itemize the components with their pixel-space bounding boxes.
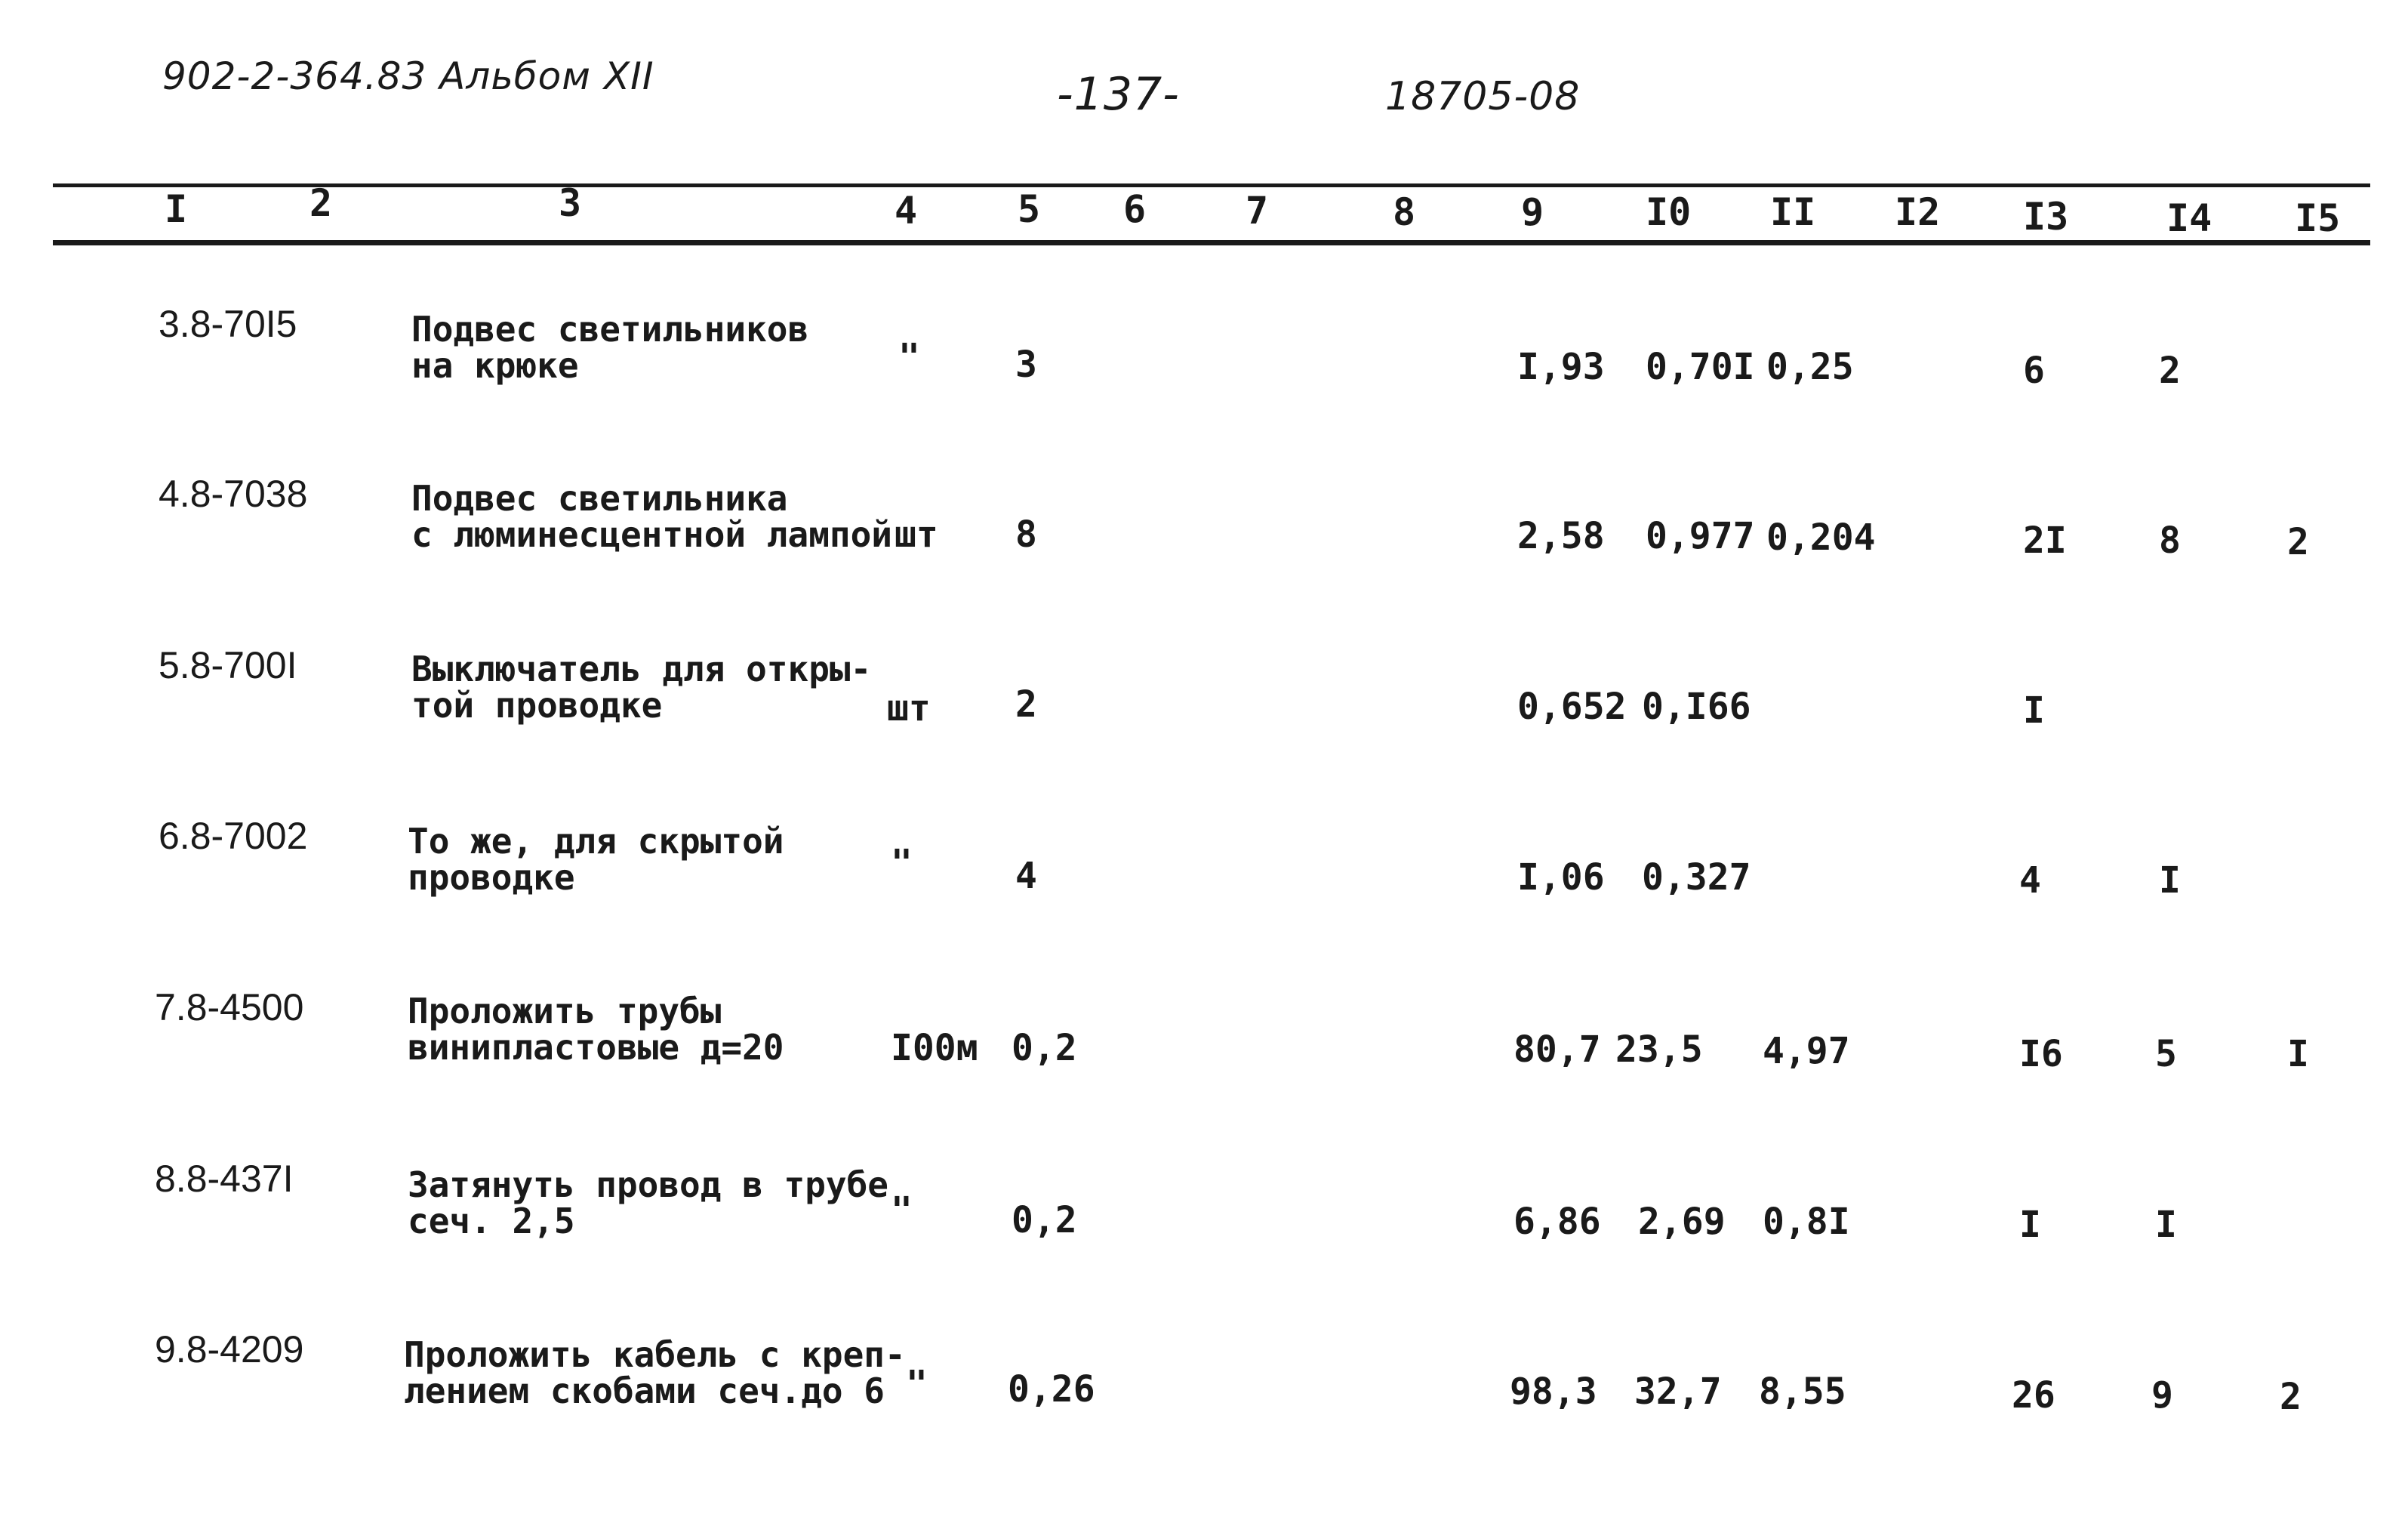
row-col10: 0,977 [1646, 515, 1755, 557]
description-line: Выключатель для откры- [411, 649, 872, 689]
row-col14: I [2155, 1204, 2177, 1246]
row-code: 5.8-700I [159, 644, 297, 686]
description-line: Проложить трубы [408, 991, 722, 1031]
row-quantity: 0,2 [1012, 1027, 1077, 1069]
column-number: I [165, 187, 188, 231]
row-description [408, 823, 784, 896]
column-number: 9 [1521, 190, 1544, 234]
description-line: лением скобами сеч.до 6 [404, 1371, 885, 1411]
column-number: I3 [2023, 195, 2069, 239]
row-col13: 2I [2023, 520, 2067, 562]
row-unit: шт [895, 513, 938, 556]
column-number: I4 [2166, 196, 2212, 240]
description-line: на крюке [411, 345, 579, 386]
row-unit: шт [887, 687, 931, 729]
column-number: 3 [559, 181, 582, 225]
row-col13: 6 [2023, 350, 2045, 392]
row-col9: 6,86 [1513, 1201, 1601, 1243]
row-unit: I00м [891, 1027, 978, 1069]
row-col11: 0,25 [1766, 346, 1854, 388]
row-col13: I [2023, 689, 2045, 732]
column-number: 5 [1018, 187, 1041, 231]
row-quantity: 4 [1015, 855, 1037, 897]
row-quantity: 8 [1015, 513, 1037, 556]
row-col10: 23,5 [1615, 1028, 1703, 1071]
description-line: Затянуть провод в трубе [408, 1164, 888, 1205]
row-unit: " [891, 1189, 913, 1232]
row-code: 4.8-7038 [159, 473, 308, 515]
row-description [411, 311, 808, 384]
description-line: с люминесцентной лампой [411, 514, 892, 555]
row-col11: 0,204 [1766, 516, 1876, 559]
row-unit: " [891, 842, 913, 884]
row-code: 9.8-4209 [155, 1328, 304, 1371]
row-col11: 8,55 [1759, 1371, 1846, 1413]
stamp-number: 18705-08 [1385, 74, 1581, 119]
row-unit: " [906, 1363, 928, 1405]
row-col10: 2,69 [1638, 1201, 1726, 1243]
description-line: Проложить кабель с креп- [404, 1334, 906, 1375]
row-code: 6.8-7002 [159, 815, 308, 857]
row-quantity: 3 [1015, 344, 1037, 386]
page-number: -137- [1057, 68, 1180, 121]
row-col14: 2 [2159, 350, 2181, 392]
column-number: I5 [2295, 196, 2341, 240]
description-line: То же, для скрытой [408, 821, 784, 862]
description-line: той проводке [411, 685, 663, 726]
description-line: Подвес светильника [411, 478, 788, 519]
row-col9: 2,58 [1517, 515, 1605, 557]
row-description [404, 1334, 906, 1411]
row-quantity: 2 [1015, 683, 1037, 726]
row-col13: 26 [2012, 1374, 2055, 1417]
row-col14: 8 [2159, 520, 2181, 562]
row-description [411, 649, 872, 726]
description-line: сеч. 2,5 [408, 1201, 575, 1241]
row-col10: 32,7 [1634, 1371, 1722, 1413]
column-number: II [1770, 190, 1816, 234]
row-col14: I [2159, 859, 2181, 902]
column-number: I0 [1646, 190, 1692, 234]
row-col14: 5 [2155, 1033, 2177, 1075]
row-description [408, 991, 784, 1068]
row-col9: I,06 [1517, 856, 1605, 899]
row-col11: 4,97 [1763, 1030, 1850, 1072]
column-number: 8 [1393, 190, 1416, 234]
row-code: 7.8-4500 [155, 986, 304, 1028]
row-col11: 0,8I [1763, 1201, 1850, 1243]
row-col10: 0,70I [1646, 346, 1755, 388]
row-col10: 0,327 [1642, 856, 1751, 899]
row-quantity: 0,2 [1012, 1199, 1077, 1241]
row-col14: 9 [2151, 1374, 2173, 1417]
row-code: 8.8-437I [155, 1158, 294, 1200]
row-description [408, 1164, 888, 1241]
row-col13: 4 [2019, 859, 2041, 902]
description-line: винипластовые д=20 [408, 1027, 784, 1068]
row-col15: I [2287, 1033, 2309, 1075]
column-number: 7 [1246, 189, 1269, 233]
table-top-rule [53, 183, 2370, 187]
row-col13: I [2019, 1204, 2041, 1246]
row-code: 3.8-70I5 [159, 303, 297, 345]
document-code: 902-2-364.83 Альбом XII [162, 54, 654, 98]
column-number: I2 [1895, 190, 1941, 234]
column-number: 2 [309, 181, 333, 225]
column-number: 4 [895, 189, 918, 233]
description-line: Подвес светильников [411, 309, 809, 350]
table-header-rule [53, 240, 2370, 245]
row-unit: " [898, 336, 920, 378]
row-col15: 2 [2287, 521, 2309, 563]
row-col10: 0,I66 [1642, 686, 1751, 728]
row-col9: 80,7 [1513, 1028, 1601, 1071]
row-col15: 2 [2280, 1376, 2302, 1418]
row-description [411, 480, 892, 553]
row-quantity: 0,26 [1008, 1368, 1095, 1411]
row-col9: 98,3 [1510, 1371, 1597, 1413]
column-number: 6 [1123, 187, 1147, 231]
description-line: проводке [408, 857, 575, 898]
row-col9: I,93 [1517, 346, 1605, 388]
row-col9: 0,652 [1517, 686, 1627, 728]
row-col13: I6 [2019, 1033, 2063, 1075]
